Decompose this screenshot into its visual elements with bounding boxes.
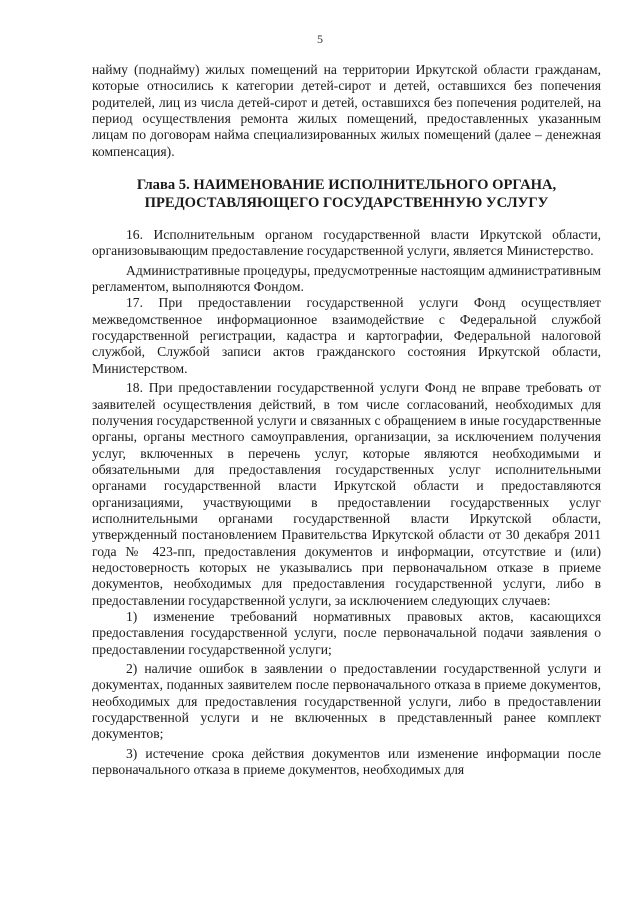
list-item-2: 2) наличие ошибок в заявлении о предоставлении государственной услуги и документах, поданных заявителем после первоначального отказа в приеме документов, необходимых для предоставления государственной услуги, либо в предоставлении государственной услуги и не включенных в представленный ранее комплект документов; <box>92 661 601 742</box>
paragraph-16: 16. Исполнительным органом государственной власти Иркутской области, организовывающим предоставление государственной услуги, является Министерство. <box>92 227 601 259</box>
list-item-3: 3) истечение срока действия документов или изменение информации после первоначального отказа в приеме документов, необходимых для <box>92 745 601 778</box>
paragraph-continuation: найму (поднайму) жилых помещений на территории Иркутской области гражданам, которые относились к категории детей-сирот и детей, оставшихся без попечения родителей, лиц из числа детей-сирот и детей, оставшихся без попечения родителей, на период осуществления ремонта жилых помещений, предоставленных указанным лицам по договорам найма специализированных жилых помещений (далее – денежная компенсация). <box>92 62 601 159</box>
chapter-heading-line-2: ПРЕДОСТАВЛЯЮЩЕГО ГОСУДАРСТВЕННУЮ УСЛУГУ <box>144 195 549 212</box>
paragraph-18: 18. При предоставлении государственной услуги Фонд не вправе требовать от заявителей осуществления действий, в том числе согласований, необходимых для получения государственной услуги и связанных с обращением в иные государственные органы, органы местного самоуправления, организации, за исключением получения услуг, включенных в перечень услуг, которые являются необходимыми и обязательными для предоставления государственных услуг исполнительными органами государственной власти Иркутской области и предоставляются организациями, участвующими в предоставлении государственных услуг исполнительными органами государственной власти Иркутской области, утвержденный постановлением Правительства Иркутской области от 30 декабря 2011 года № 423-пп, предоставления документов и информации, отсутствие и (или) недостоверность которых не указывались при первоначальном отказе в приеме документов, необходимых для предоставления государственной услуги, либо в предоставлении государственной услуги, за исключением следующих случаев: <box>92 380 601 608</box>
paragraph-admin-procedures: Административные процедуры, предусмотренные настоящим административным регламентом, выполняются Фондом. <box>92 262 601 295</box>
chapter-heading <box>92 176 601 212</box>
document-body <box>92 62 601 778</box>
page-number: 5 <box>317 32 323 46</box>
list-item-1: 1) изменение требований нормативных правовых актов, касающихся предоставления государственной услуги, после первоначальной подачи заявления о предоставлении государственной услуги; <box>92 608 601 657</box>
paragraph-17: 17. При предоставлении государственной услуги Фонд осуществляет межведомственное информационное взаимодействие с Федеральной службой государственной регистрации, кадастра и картографии, Федеральной налоговой службой, Службой записи актов гражданского состояния Иркутской области, Министерством. <box>92 295 601 376</box>
chapter-heading-line-1: Глава 5. НАИМЕНОВАНИЕ ИСПОЛНИТЕЛЬНОГО ОРГАНА, <box>136 177 557 194</box>
